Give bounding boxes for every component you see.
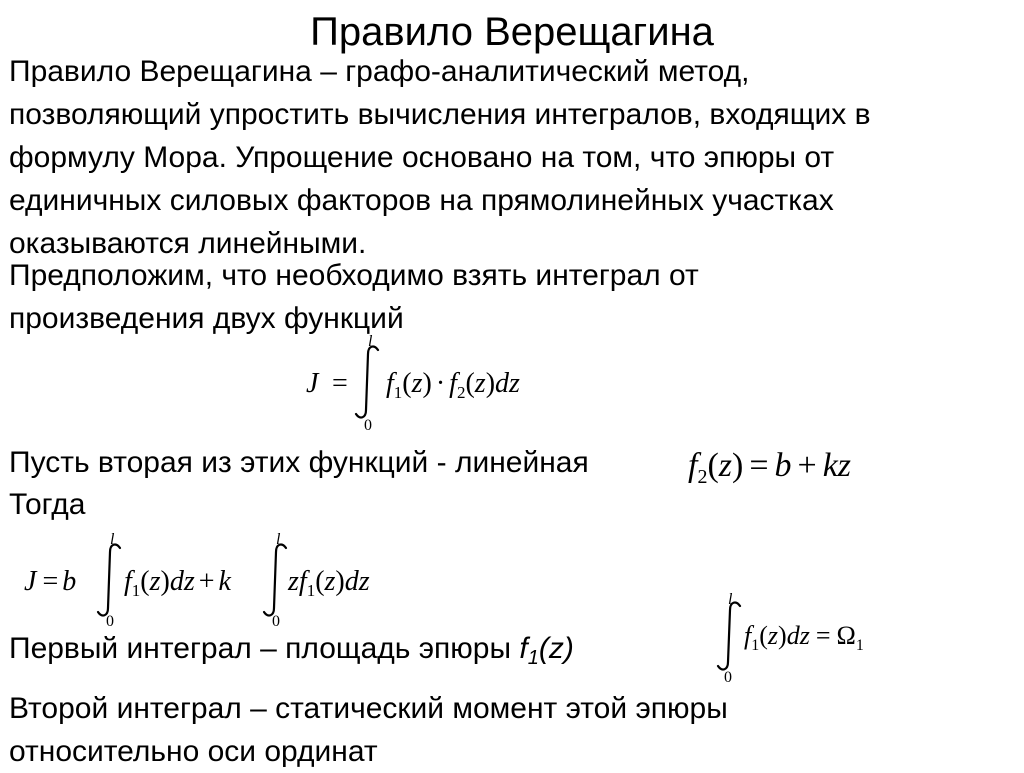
then-text: Тогда <box>9 488 86 521</box>
intro-line: оказываются линейными. <box>9 227 367 260</box>
linear-text: Пусть вторая из этих функций - линейная <box>9 446 589 479</box>
formula-linear-text: $f_2(z) = b$ + kz <box>688 447 852 488</box>
intro-paragraph <box>9 50 871 265</box>
integral-upper-limit: l <box>728 591 733 608</box>
intro-line: позволяющий упростить вычисления интегралов, входящих в <box>9 98 871 131</box>
first-integral-func: f <box>519 632 528 665</box>
integral-lower-limit: 0 <box>106 613 114 630</box>
suppose-line: Предположим, что необходимо взять интеграл от <box>9 259 699 292</box>
intro-line: Правило Верещагина – графо-аналитический метод, <box>9 55 750 88</box>
slide-title: Правило Верещагина <box>310 10 714 54</box>
integral-sign-icon <box>718 603 740 670</box>
first-integral-text <box>9 627 574 670</box>
formula-second-term: $zf_1(z)dz$ <box>288 566 370 600</box>
integral-lower-limit: 0 <box>272 613 280 630</box>
intro-line: единичных силовых факторов на прямолинейных участках <box>9 184 834 217</box>
integral-lower-limit: 0 <box>724 669 732 686</box>
formula-equals: = <box>332 368 348 399</box>
integral-lower-limit: 0 <box>364 417 372 434</box>
formula-j-expanded <box>20 532 420 632</box>
formula-first-term: $f_1(z)dz + k$ <box>124 566 231 600</box>
integral-sign-icon <box>356 347 378 418</box>
integral-sign-icon <box>98 545 120 616</box>
integral-upper-limit: l <box>110 531 115 548</box>
second-integral-line: Второй интеграл – статический момент этой эпюры <box>9 692 728 725</box>
formula-linear-function <box>686 440 926 492</box>
formula-j-expanded-lhs: J = b <box>24 566 77 597</box>
integral-upper-limit: l <box>368 333 373 350</box>
first-integral-func-sub: 1 <box>527 647 539 669</box>
first-integral-func-arg: (z) <box>538 632 574 665</box>
suppose-paragraph <box>9 254 699 340</box>
second-integral-line: относительно оси ординат <box>9 735 378 768</box>
formula-omega-text: $f_1(z)dz = \Omega_1$ <box>744 621 864 654</box>
first-integral-label: Первый интеграл – площадь эпюры <box>9 632 520 665</box>
formula-j-body: $f_1(z) \cdot f_2(z)dz$ <box>386 368 520 402</box>
formula-j-definition <box>300 332 600 436</box>
intro-line: формулу Мора. Упрощение основано на том, что эпюры от <box>9 141 835 174</box>
second-integral-paragraph <box>9 687 728 773</box>
integral-sign-icon <box>264 545 286 616</box>
formula-omega <box>716 590 936 686</box>
suppose-line: произведения двух функций <box>9 302 404 335</box>
formula-j-lhs: J <box>306 368 319 399</box>
integral-upper-limit: l <box>276 531 281 548</box>
